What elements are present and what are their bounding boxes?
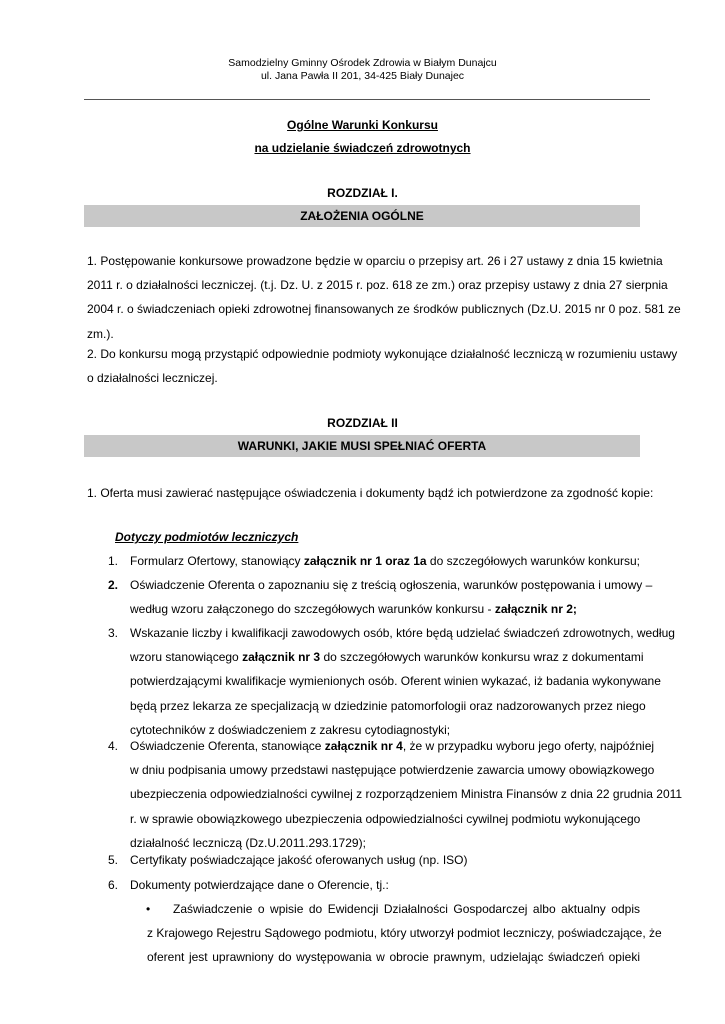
paragraph-line: 1. Oferta musi zawierać następujące oświadczenia i dokumenty bądź ich potwierdzone za zgodność kopie: — [87, 486, 654, 500]
list-number: 2. — [108, 578, 119, 592]
item-emphasis: załącznik nr 4 — [324, 739, 403, 753]
list-number: 6. — [108, 878, 119, 892]
item-text: oferent jest uprawniony do występowania w obrocie prawnym, udzielając świadczeń opieki — [147, 950, 640, 965]
item-text: Oświadczenie Oferenta, stanowiące — [130, 739, 325, 753]
header-divider — [84, 99, 650, 100]
chapter-1-band: ZAŁOŻENIA OGÓLNE — [84, 205, 640, 227]
item-text: ubezpieczenia odpowiedzialności cywilnej z rozporządzeniem Ministra Finansów z dnia 22 grudnia 2011 — [130, 787, 683, 802]
list-number: 3. — [108, 626, 119, 640]
item-text: Formularz Ofertowy, stanowiący — [130, 554, 304, 568]
item-text: w dniu podpisania umowy przedstawi następujące potwierdzenie zawarcia umowy obowiązkowego — [130, 763, 655, 778]
document-subtitle: na udzielanie świadczeń zdrowotnych — [254, 141, 471, 155]
document-title: Ogólne Warunki Konkursu — [287, 118, 438, 132]
item-text: cytotechników z doświadczeniem z zakresu cytodiagnostyki; — [130, 722, 451, 737]
chapter-2-band: WARUNKI, JAKIE MUSI SPEŁNIAĆ OFERTA — [84, 435, 640, 457]
chapter-1-paragraph-2 — [87, 342, 678, 390]
chapter-1-heading: ROZDZIAŁ I. — [327, 186, 398, 200]
item-text: Oświadczenie Oferenta o zapoznaniu się z treścią ogłoszenia, warunków postępowania i umowy – — [130, 578, 653, 592]
bullet-icon: • — [146, 902, 151, 916]
item-emphasis: załącznik nr 2; — [494, 602, 577, 617]
paragraph-line: o działalności leczniczej. — [87, 371, 218, 386]
paragraph-line: 1. Postępowanie konkursowe prowadzone będzie w oparciu o przepisy art. 26 i 27 ustawy z dnia 15 kwietnia — [87, 254, 663, 268]
item-emphasis: załącznik nr 1 oraz 1a — [303, 554, 427, 568]
item-text: do szczegółowych warunków konkursu wraz z dokumentami — [320, 650, 644, 665]
subsection-heading: Dotyczy podmiotów leczniczych — [115, 530, 299, 544]
chapter-2-intro — [87, 481, 654, 505]
item-text: wzoru stanowiącego — [130, 650, 243, 665]
list-number: 1. — [108, 554, 119, 568]
list-number: 5. — [108, 853, 119, 867]
institution-header — [0, 57, 725, 82]
paragraph-line: 2. Do konkursu mogą przystąpić odpowiednie podmioty wykonujące działalność leczniczą w rozumieniu ustawy — [87, 347, 678, 361]
paragraph-line: zm.). — [87, 326, 114, 341]
item-text: Certyfikaty poświadczające jakość oferowanych usług (np. ISO) — [130, 853, 468, 867]
item-text: Wskazanie liczby i kwalifikacji zawodowych osób, które będą udzielać świadczeń zdrowotnych, według — [130, 626, 675, 640]
paragraph-line: 2011 r. o działalności leczniczej. (t.j. Dz. U. z 2015 r. poz. 618 ze zm.) oraz przepisy ustawy z dnia 27 sierpnia — [87, 278, 668, 293]
item-text: będą przez lekarza ze specjalizacją w dziedzinie patomorfologii oraz nadzorowanych przez niego — [130, 698, 646, 713]
item-text: działalność leczniczą (Dz.U.2011.293.1729); — [130, 835, 366, 850]
item-text: według wzoru załączonego do szczegółowych warunków konkursu - — [130, 602, 495, 617]
institution-address: ul. Jana Pawła II 201, 34-425 Biały Dunajec — [260, 69, 465, 82]
item-text: r. w sprawie obowiązkowego ubezpieczenia odpowiedzialności cywilnej podmiotu wykonującego — [130, 811, 641, 826]
list-number: 4. — [108, 739, 119, 753]
item-emphasis: załącznik nr 3 — [242, 650, 321, 665]
chapter-1-paragraph-1 — [87, 249, 681, 346]
item-text: potwierdzającymi kwalifikacje wymienionych osób. Oferent winien wykazać, iż badania wykonywane — [130, 674, 661, 689]
item-text: Dokumenty potwierdzające dane o Oferencie, tj.: — [130, 878, 389, 892]
paragraph-line: 2004 r. o świadczeniach opieki zdrowotnej finansowanych ze środków publicznych (Dz.U. 2015 nr 0 poz. 581 ze — [87, 302, 681, 317]
item-text: do szczegółowych warunków konkursu; — [426, 554, 640, 568]
item-text: , że w przypadku wyboru jego oferty, najpóźniej — [402, 739, 655, 753]
chapter-2-heading: ROZDZIAŁ II — [327, 416, 398, 430]
item-text: z Krajowego Rejestru Sądowego podmiotu, który utworzył podmiot leczniczy, poświadczające, że — [147, 926, 662, 941]
item-text: Zaświadczenie o wpisie do Ewidencji Działalności Gospodarczej albo aktualny odpis — [173, 902, 640, 916]
institution-name: Samodzielny Gminny Ośrodek Zdrowia w Białym Dunajcu — [228, 57, 497, 69]
